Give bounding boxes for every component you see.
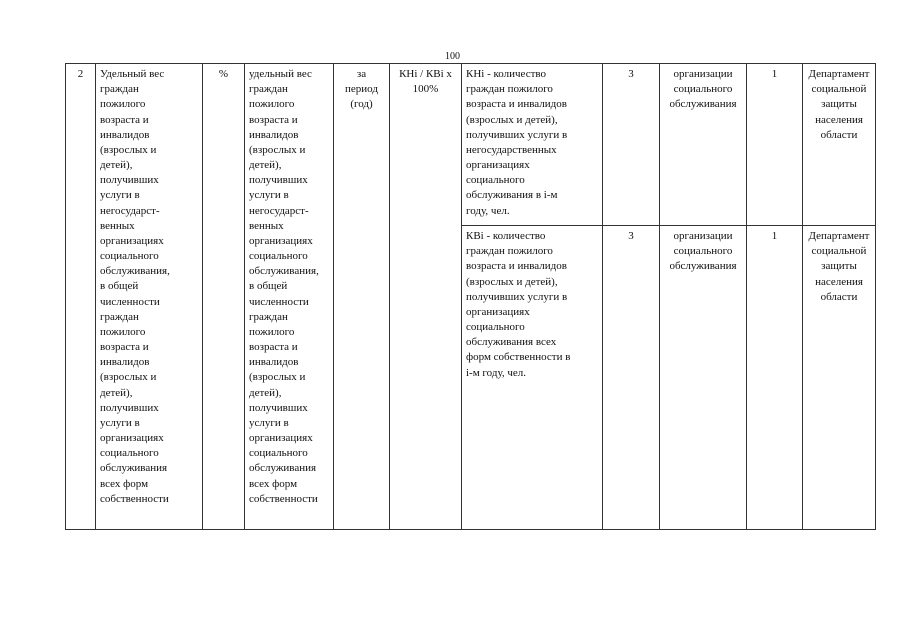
row-number-cell: 2 xyxy=(66,64,96,530)
unit-cell: % xyxy=(203,64,245,530)
indicator-definition-cell: удельный вес граждан пожилого возраста и инвалидов (взрослых и детей), получивших услуги в негосударст- венных организациях социального обслуживания, в общей численности граждан пожилого возраста и инвалидов (взрослых и детей), получивших услуги в организациях социального обслуживания всех форм собственности xyxy=(245,64,334,530)
variable-description-cell: КВi - количество граждан пожилого возраста и инвалидов (взрослых и детей), получивших услуги в организациях социального обслуживания всех форм собственности в i-м году, чел. xyxy=(462,226,603,530)
frequency-cell: 1 xyxy=(747,64,803,226)
indicator-name-cell: Удельный вес граждан пожилого возраста и инвалидов (взрослых и детей), получивших услуги в негосударст- венных организациях социального обслуживания, в общей численности граждан пожилого возраста и инвалидов (взрослых и детей), получивших услуги в организациях социального обслуживания всех форм собственности xyxy=(96,64,203,530)
responsible-cell: Департамент социальной защиты населения области xyxy=(803,64,876,226)
page-number: 100 xyxy=(445,51,460,62)
data-source-cell: организации социального обслуживания xyxy=(660,64,747,226)
method-code-cell: 3 xyxy=(603,64,660,226)
responsible-cell: Департамент социальной защиты населения области xyxy=(803,226,876,530)
data-source-cell: организации социального обслуживания xyxy=(660,226,747,530)
period-cell: за период (год) xyxy=(334,64,390,530)
variable-description-cell: КНi - количество граждан пожилого возраста и инвалидов (взрослых и детей), получивших услуги в негосударственных организациях социального обслуживания в i-м году, чел. xyxy=(462,64,603,226)
table-row xyxy=(66,64,876,226)
formula-cell: КНi / КВi x 100% xyxy=(390,64,462,530)
method-code-cell: 3 xyxy=(603,226,660,530)
frequency-cell: 1 xyxy=(747,226,803,530)
indicator-table xyxy=(65,63,876,530)
